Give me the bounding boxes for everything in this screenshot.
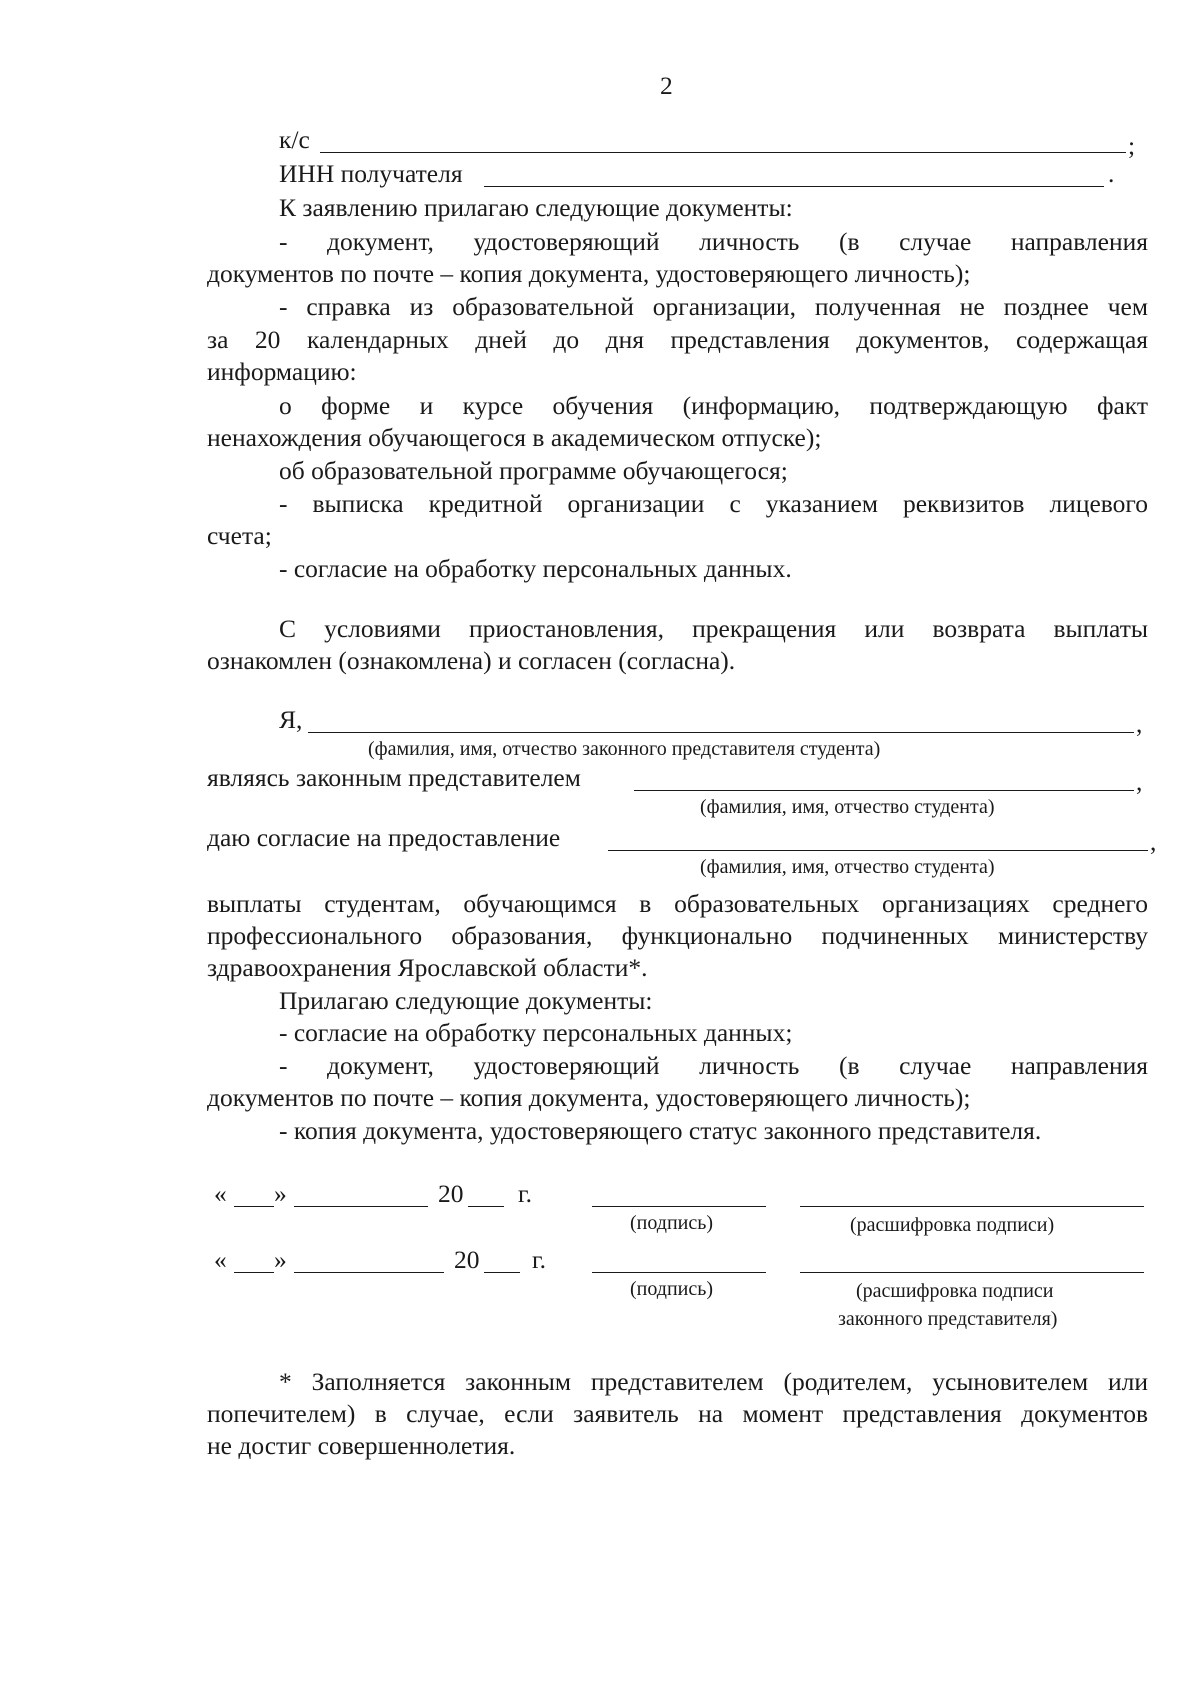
- rep-name-line: [308, 732, 1134, 733]
- conditions-line2: ознакомлен (ознакомлена) и согласен (согласна).: [207, 646, 736, 675]
- date1-month-line: [294, 1206, 428, 1207]
- date1-close: »: [274, 1179, 287, 1208]
- attach-item1: - согласие на обработку персональных данных;: [279, 1018, 793, 1047]
- doc1-line1: - документ, удостоверяющий личность (в случае направления: [279, 227, 1148, 256]
- caption-signature1: (подпись): [630, 1212, 714, 1234]
- rep-name-comma: ,: [1136, 709, 1143, 738]
- date1-year: 20: [438, 1179, 464, 1208]
- page-number: 2: [660, 71, 673, 100]
- date2-open: «: [214, 1245, 227, 1274]
- consent-label: даю согласие на предоставление: [207, 823, 561, 852]
- attach-item3: - копия документа, удостоверяющего статус законного представителя.: [279, 1116, 1042, 1145]
- date2-day-line: [234, 1272, 274, 1273]
- doc4: - согласие на обработку персональных данных.: [279, 554, 792, 583]
- ks-fill-line: [320, 152, 1126, 153]
- date2-year-line: [484, 1272, 520, 1273]
- caption-decode-rep-line2: законного представителя): [838, 1308, 1058, 1330]
- doc2b: об образовательной программе обучающегося;: [279, 456, 788, 485]
- date2-year: 20: [454, 1245, 480, 1274]
- footnote-line1: * Заполняется законным представителем (родителем, усыновителем или: [279, 1367, 1148, 1396]
- caption-student2: (фамилия, имя, отчество студента): [700, 856, 995, 878]
- attach-item2-line1: - документ, удостоверяющий личность (в случае направления: [279, 1051, 1148, 1080]
- date1-open: «: [214, 1179, 227, 1208]
- signature1-line: [592, 1206, 766, 1207]
- ks-label: к/с: [279, 125, 310, 154]
- student-name-line1: [634, 790, 1134, 791]
- doc2-line2: за 20 календарных дней до дня представления документов, содержащая: [207, 325, 1148, 354]
- date2-year-suffix: г.: [532, 1245, 546, 1274]
- footnote-line3: не достиг совершеннолетия.: [207, 1431, 516, 1460]
- date2-month-line: [294, 1272, 444, 1273]
- date2-close: »: [274, 1245, 287, 1274]
- attach-item2-line2: документов по почте – копия документа, удостоверяющего личность);: [207, 1083, 971, 1112]
- caption-signature2: (подпись): [630, 1278, 714, 1300]
- doc2-line3: информацию:: [207, 357, 357, 386]
- doc3-line1: - выписка кредитной организации с указанием реквизитов лицевого: [279, 489, 1148, 518]
- doc2-line1: - справка из образовательной организации, полученная не позднее чем: [279, 292, 1148, 321]
- student-comma2: ,: [1150, 827, 1157, 856]
- conditions-line1: С условиями приостановления, прекращения или возврата выплаты: [279, 614, 1148, 643]
- caption-decode-rep-line1: (расшифровка подписи: [856, 1280, 1054, 1302]
- date1-year-line: [468, 1206, 504, 1207]
- signature2-line: [592, 1272, 766, 1273]
- doc1-line2: документов по почте – копия документа, удостоверяющего личность);: [207, 259, 971, 288]
- ya-label: Я,: [279, 705, 303, 734]
- inn-fill-line: [484, 186, 1104, 187]
- decode1-line: [800, 1206, 1144, 1207]
- doc2a-line2: ненахождения обучающегося в академическом отпуске);: [207, 423, 822, 452]
- footnote-line2: попечителем) в случае, если заявитель на момент представления документов: [207, 1399, 1148, 1428]
- ks-end: ;: [1128, 131, 1136, 160]
- payment-line1: выплаты студентам, обучающимся в образовательных организациях среднего: [207, 889, 1148, 918]
- being-rep-label: являясь законным представителем: [207, 763, 581, 792]
- date1-year-suffix: г.: [518, 1179, 532, 1208]
- doc3-line2: счета;: [207, 521, 272, 550]
- inn-label: ИНН получателя: [279, 159, 463, 188]
- attach-intro: Прилагаю следующие документы:: [279, 986, 653, 1015]
- date1-day-line: [234, 1206, 274, 1207]
- student-name-line2: [608, 850, 1148, 851]
- payment-line2: профессионального образования, функционально подчиненных министерству: [207, 921, 1148, 950]
- payment-line3: здравоохранения Ярославской области*.: [207, 953, 648, 982]
- caption-student1: (фамилия, имя, отчество студента): [700, 796, 995, 818]
- docs-intro: К заявлению прилагаю следующие документы:: [279, 193, 793, 222]
- caption-decode1: (расшифровка подписи): [850, 1214, 1055, 1236]
- caption-rep-name: (фамилия, имя, отчество законного представителя студента): [368, 738, 881, 760]
- decode2-line: [800, 1272, 1144, 1273]
- inn-end: .: [1108, 159, 1115, 188]
- student-comma1: ,: [1136, 767, 1143, 796]
- doc2a-line1: о форме и курсе обучения (информацию, подтверждающую факт: [279, 391, 1148, 420]
